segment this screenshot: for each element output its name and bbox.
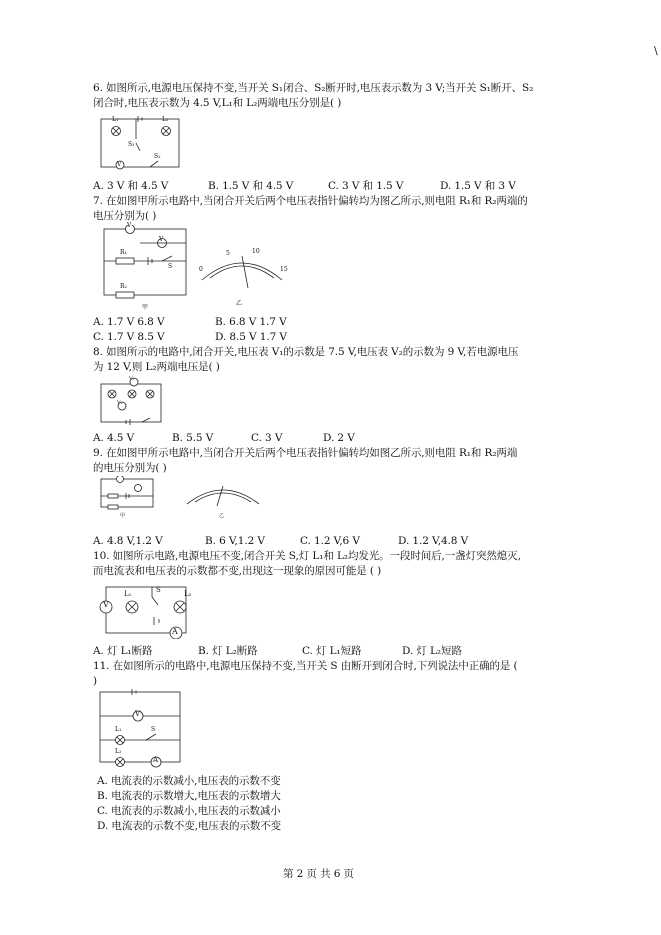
q6-label-V: V <box>117 161 122 168</box>
q9-circuit-figure <box>98 476 156 519</box>
q10-label-L2: L₂ <box>184 590 192 598</box>
q7-label-jia: 甲 <box>142 304 149 311</box>
q7-stem-line1: 7. 在如图甲所示电路中,当闭合开关后两个电压表指针偏转均为图乙所示,则电阻 R₁和 R₂两端的 <box>93 195 528 207</box>
q8-circuit-figure <box>98 376 164 428</box>
q8-option-d: D. 2 V <box>323 432 355 444</box>
q8-option-c: C. 3 V <box>251 432 283 444</box>
q6-label-S2: S₂ <box>154 153 161 160</box>
q10-circuit-figure <box>96 581 190 639</box>
q6-label-L1: L₁ <box>112 116 119 123</box>
q10-option-c: C. 灯 L₁短路 <box>302 645 362 657</box>
q11-option-a: A. 电流表的示数减小,电压表的示数不变 <box>97 775 281 787</box>
q9-option-b: B. 6 V,1.2 V <box>205 535 265 547</box>
q10-label-S: S <box>156 586 161 594</box>
q7-voltmeter-dial <box>196 248 288 307</box>
page-footer: 第 2 页 共 6 页 <box>283 868 354 880</box>
q8-stem-line2: 为 12 V,则 L₂两端电压是( ) <box>93 361 220 373</box>
q11-option-d: D. 电流表的示数不变,电压表的示数不变 <box>97 820 282 832</box>
q10-option-d: D. 灯 L₂短路 <box>402 645 462 657</box>
q11-option-b: B. 电流表的示数增大,电压表的示数增大 <box>97 790 281 802</box>
q7-label-R2: R₂ <box>120 283 127 290</box>
q8-option-a: A. 4.5 V <box>93 432 135 444</box>
q10-option-b: B. 灯 L₂断路 <box>198 645 258 657</box>
q7-scale-0: 0 <box>199 266 203 273</box>
q11-stem-line2: ) <box>93 675 97 687</box>
q9-voltmeter-dial <box>183 480 263 519</box>
q7-circuit-figure <box>100 222 190 311</box>
q6-stem-line2: 闭合时,电压表示数为 4.5 V,L₁和 L₂两端电压分别是( ) <box>93 97 342 109</box>
q7-label-S: S <box>168 263 173 270</box>
q8-label-V2: V₂ <box>117 400 123 406</box>
q7-option-c: C. 1.7 V 8.5 V <box>93 331 165 343</box>
q9-option-a: A. 4.8 V,1.2 V <box>93 535 163 547</box>
q8-option-b: B. 5.5 V <box>172 432 214 444</box>
q9-option-d: D. 1.2 V,4.8 V <box>398 535 469 547</box>
q7-scale-10: 10 <box>252 248 260 255</box>
q6-label-S1: S₁ <box>128 141 135 148</box>
q11-label-A: A <box>153 756 159 764</box>
q9-stem-line2: 的电压分别为( ) <box>93 462 167 474</box>
q6-option-d: D. 1.5 V 和 3 V <box>440 180 516 192</box>
q10-label-L1: L₁ <box>124 590 132 598</box>
q6-option-a: A. 3 V 和 4.5 V <box>93 180 169 192</box>
q10-label-V: V <box>103 600 109 609</box>
q7-option-a: A. 1.7 V 6.8 V <box>93 316 165 328</box>
q11-label-L1: L₁ <box>115 726 122 733</box>
q7-label-R1: R₁ <box>120 249 127 256</box>
q11-label-S: S <box>151 726 156 733</box>
q7-option-d: D. 8.5 V 1.7 V <box>215 331 287 343</box>
q9-option-c: C. 1.2 V,6 V <box>300 535 360 547</box>
q10-stem-line2: 而电流表和电压表的示数都不变,出现这一现象的原因可能是 ( ) <box>93 565 382 577</box>
q6-option-c: C. 3 V 和 1.5 V <box>328 180 404 192</box>
q11-stem-line1: 11. 在如图所示的电路中,电源电压保持不变,当开关 S 由断开到闭合时,下列说法中正确的是 ( <box>93 660 518 672</box>
q7-label-V1: V <box>127 222 132 229</box>
q9-label-yi: 乙 <box>219 513 225 519</box>
q7-scale-15: 15 <box>280 266 288 273</box>
q10-label-A: A <box>172 627 178 636</box>
q6-circuit-figure <box>98 113 182 171</box>
q6-stem-line1: 6. 如图所示,电源电压保持不变,当开关 S₁闭合、S₂断开时,电压表示数为 3 V;当开关 S₁断开、S₂ <box>93 82 534 94</box>
q7-option-b: B. 6.8 V 1.7 V <box>215 316 287 328</box>
q10-stem-line1: 10. 如图所示电路,电源电压不变,闭合开关 S,灯 L₁和 L₂均发光。一段时间后,一盏灯突然熄灭, <box>93 550 521 562</box>
q7-label-V2: V <box>159 236 164 243</box>
q9-stem-line1: 9. 在如图甲所示电路中,当闭合开关后两个电压表指针偏转均如图乙所示,则电阻 R₁和 R₂两端 <box>93 447 518 459</box>
q8-stem-line1: 8. 如图所示的电路中,闭合开关,电压表 V₁的示数是 7.5 V,电压表 V₂的示数为 9 V,若电源电压 <box>93 346 519 358</box>
q7-label-yi: 乙 <box>236 300 243 307</box>
q6-label-L2: L₂ <box>162 116 169 123</box>
q7-stem-line2: 电压分别为( ) <box>93 210 157 222</box>
q11-circuit-figure <box>96 688 184 768</box>
q7-scale-5: 5 <box>226 250 230 257</box>
q8-label-V1: V₁ <box>129 376 135 382</box>
q11-label-L2: L₂ <box>115 748 122 755</box>
q11-option-c: C. 电流表的示数减小,电压表的示数减小 <box>97 805 281 817</box>
q11-label-V: V <box>135 710 141 718</box>
corner-mark: \ <box>654 44 658 57</box>
q9-label-jia: 甲 <box>120 513 126 519</box>
q10-option-a: A. 灯 L₁断路 <box>93 645 153 657</box>
q6-option-b: B. 1.5 V 和 4.5 V <box>208 180 294 192</box>
